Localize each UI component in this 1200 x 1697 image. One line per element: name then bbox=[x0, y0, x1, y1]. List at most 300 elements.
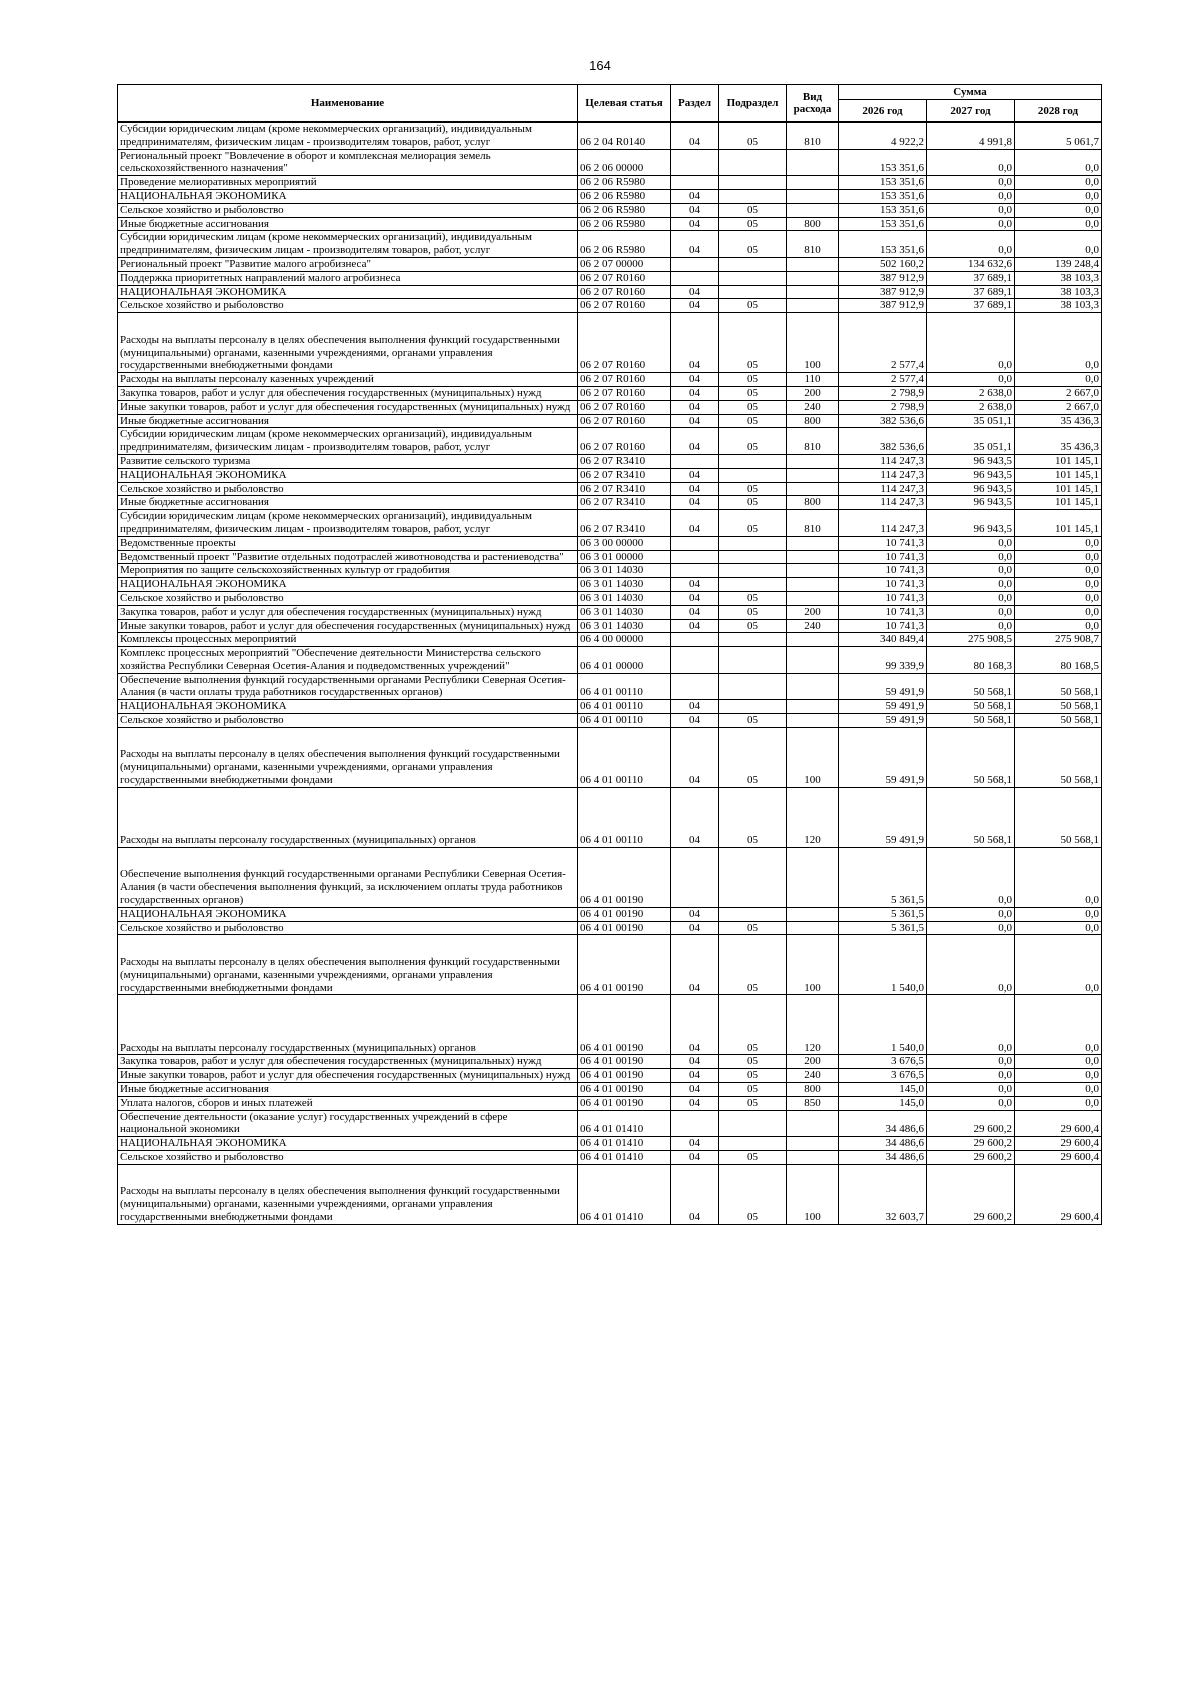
table-row bbox=[118, 257, 1102, 271]
row-expense-type: 110 bbox=[787, 373, 839, 387]
row-subsection bbox=[719, 633, 787, 647]
row-target-article: 06 3 01 00000 bbox=[578, 550, 671, 564]
row-expense-type: 810 bbox=[787, 510, 839, 537]
row-sum-2026: 114 247,3 bbox=[839, 496, 927, 510]
row-name: Субсидии юридическим лицам (кроме некоммерческих организаций), индивидуальным предпринимателям, физическим лицам - производителям товаров, работ, услуг bbox=[118, 510, 578, 537]
row-name: Иные бюджетные ассигнования bbox=[118, 217, 578, 231]
row-target-article: 06 2 06 R5980 bbox=[578, 203, 671, 217]
row-sum-2026: 153 351,6 bbox=[839, 231, 927, 258]
row-sum-2028: 38 103,3 bbox=[1015, 285, 1102, 299]
row-expense-type: 200 bbox=[787, 386, 839, 400]
table-row bbox=[118, 231, 1102, 258]
row-sum-2027: 29 600,2 bbox=[927, 1110, 1015, 1137]
row-sum-2028: 38 103,3 bbox=[1015, 271, 1102, 285]
header-target: Целевая статья bbox=[578, 85, 671, 123]
row-sum-2027: 0,0 bbox=[927, 847, 1015, 907]
row-target-article: 06 2 07 R0160 bbox=[578, 313, 671, 373]
table-row bbox=[118, 285, 1102, 299]
row-section: 04 bbox=[671, 122, 719, 149]
table-row bbox=[118, 907, 1102, 921]
row-section: 04 bbox=[671, 313, 719, 373]
row-sum-2028: 0,0 bbox=[1015, 149, 1102, 176]
row-section bbox=[671, 550, 719, 564]
table-row bbox=[118, 995, 1102, 1055]
row-subsection: 05 bbox=[719, 122, 787, 149]
row-sum-2027: 96 943,5 bbox=[927, 482, 1015, 496]
row-name: Расходы на выплаты персоналу государственных (муниципальных) органов bbox=[118, 995, 578, 1055]
row-name: Сельское хозяйство и рыболовство bbox=[118, 482, 578, 496]
row-sum-2027: 50 568,1 bbox=[927, 787, 1015, 847]
row-subsection bbox=[719, 257, 787, 271]
row-sum-2026: 59 491,9 bbox=[839, 673, 927, 700]
table-row bbox=[118, 536, 1102, 550]
row-subsection: 05 bbox=[719, 727, 787, 787]
row-name: Расходы на выплаты персоналу в целях обеспечения выполнения функций государственными (муниципальными) органами, казенными учреждениями, органами управления государственными внебюджетными фондами bbox=[118, 313, 578, 373]
row-subsection bbox=[719, 564, 787, 578]
row-expense-type: 100 bbox=[787, 1164, 839, 1224]
table-row bbox=[118, 1096, 1102, 1110]
table-row bbox=[118, 428, 1102, 455]
row-sum-2028: 139 248,4 bbox=[1015, 257, 1102, 271]
row-subsection: 05 bbox=[719, 414, 787, 428]
table-row bbox=[118, 578, 1102, 592]
row-sum-2026: 59 491,9 bbox=[839, 714, 927, 728]
row-sum-2026: 340 849,4 bbox=[839, 633, 927, 647]
row-name: Мероприятия по защите сельскохозяйственных культур от градобития bbox=[118, 564, 578, 578]
row-section: 04 bbox=[671, 1151, 719, 1165]
row-section: 04 bbox=[671, 231, 719, 258]
row-subsection bbox=[719, 271, 787, 285]
row-target-article: 06 2 07 R0160 bbox=[578, 400, 671, 414]
row-expense-type bbox=[787, 847, 839, 907]
row-target-article: 06 2 07 R3410 bbox=[578, 454, 671, 468]
row-section: 04 bbox=[671, 189, 719, 203]
row-expense-type: 200 bbox=[787, 605, 839, 619]
row-sum-2028: 2 667,0 bbox=[1015, 400, 1102, 414]
row-sum-2026: 3 676,5 bbox=[839, 1055, 927, 1069]
table-row bbox=[118, 605, 1102, 619]
row-subsection: 05 bbox=[719, 714, 787, 728]
table-row bbox=[118, 1164, 1102, 1224]
row-expense-type bbox=[787, 714, 839, 728]
row-sum-2028: 101 145,1 bbox=[1015, 454, 1102, 468]
table-row bbox=[118, 149, 1102, 176]
row-sum-2026: 153 351,6 bbox=[839, 149, 927, 176]
row-sum-2026: 3 676,5 bbox=[839, 1069, 927, 1083]
row-name: Сельское хозяйство и рыболовство bbox=[118, 1151, 578, 1165]
row-target-article: 06 4 01 00190 bbox=[578, 935, 671, 995]
row-sum-2028: 0,0 bbox=[1015, 935, 1102, 995]
row-expense-type bbox=[787, 907, 839, 921]
row-expense-type bbox=[787, 189, 839, 203]
row-sum-2026: 34 486,6 bbox=[839, 1110, 927, 1137]
row-target-article: 06 2 06 R5980 bbox=[578, 176, 671, 190]
row-sum-2027: 0,0 bbox=[927, 1083, 1015, 1097]
row-sum-2027: 0,0 bbox=[927, 1069, 1015, 1083]
row-target-article: 06 4 01 00110 bbox=[578, 787, 671, 847]
row-subsection: 05 bbox=[719, 400, 787, 414]
row-sum-2027: 4 991,8 bbox=[927, 122, 1015, 149]
row-section: 04 bbox=[671, 1137, 719, 1151]
row-expense-type bbox=[787, 482, 839, 496]
row-subsection bbox=[719, 847, 787, 907]
row-sum-2027: 50 568,1 bbox=[927, 714, 1015, 728]
row-name: Субсидии юридическим лицам (кроме некоммерческих организаций), индивидуальным предпринимателям, физическим лицам - производителям товаров, работ, услуг bbox=[118, 428, 578, 455]
row-name: Сельское хозяйство и рыболовство bbox=[118, 921, 578, 935]
row-sum-2026: 4 922,2 bbox=[839, 122, 927, 149]
row-name: Иные бюджетные ассигнования bbox=[118, 496, 578, 510]
row-section: 04 bbox=[671, 1096, 719, 1110]
row-expense-type bbox=[787, 673, 839, 700]
table-row bbox=[118, 619, 1102, 633]
row-section: 04 bbox=[671, 591, 719, 605]
row-expense-type: 800 bbox=[787, 1083, 839, 1097]
row-sum-2027: 0,0 bbox=[927, 217, 1015, 231]
row-target-article: 06 3 01 14030 bbox=[578, 578, 671, 592]
table-row bbox=[118, 496, 1102, 510]
row-sum-2028: 101 145,1 bbox=[1015, 482, 1102, 496]
row-target-article: 06 2 07 00000 bbox=[578, 257, 671, 271]
row-sum-2026: 145,0 bbox=[839, 1083, 927, 1097]
row-target-article: 06 4 01 01410 bbox=[578, 1110, 671, 1137]
row-name: Иные закупки товаров, работ и услуг для обеспечения государственных (муниципальных) нужд bbox=[118, 1069, 578, 1083]
row-target-article: 06 4 01 00110 bbox=[578, 673, 671, 700]
row-sum-2028: 0,0 bbox=[1015, 605, 1102, 619]
row-section: 04 bbox=[671, 1083, 719, 1097]
page-number: 164 bbox=[589, 58, 611, 73]
row-name: Проведение мелиоративных мероприятий bbox=[118, 176, 578, 190]
row-subsection: 05 bbox=[719, 787, 787, 847]
row-expense-type: 240 bbox=[787, 619, 839, 633]
row-expense-type bbox=[787, 921, 839, 935]
row-sum-2028: 0,0 bbox=[1015, 189, 1102, 203]
table-row bbox=[118, 176, 1102, 190]
row-subsection: 05 bbox=[719, 231, 787, 258]
table-row bbox=[118, 1110, 1102, 1137]
row-target-article: 06 2 07 R0160 bbox=[578, 428, 671, 455]
table-row bbox=[118, 700, 1102, 714]
row-section: 04 bbox=[671, 921, 719, 935]
row-target-article: 06 4 01 00190 bbox=[578, 1069, 671, 1083]
row-subsection: 05 bbox=[719, 1151, 787, 1165]
table-row bbox=[118, 591, 1102, 605]
row-sum-2026: 114 247,3 bbox=[839, 468, 927, 482]
row-sum-2028: 0,0 bbox=[1015, 619, 1102, 633]
row-sum-2026: 5 361,5 bbox=[839, 921, 927, 935]
table-row bbox=[118, 647, 1102, 674]
row-subsection bbox=[719, 176, 787, 190]
row-expense-type: 800 bbox=[787, 414, 839, 428]
row-sum-2027: 0,0 bbox=[927, 373, 1015, 387]
row-name: НАЦИОНАЛЬНАЯ ЭКОНОМИКА bbox=[118, 907, 578, 921]
row-sum-2028: 0,0 bbox=[1015, 591, 1102, 605]
row-target-article: 06 2 06 R5980 bbox=[578, 189, 671, 203]
row-section: 04 bbox=[671, 619, 719, 633]
row-sum-2027: 0,0 bbox=[927, 564, 1015, 578]
table-row bbox=[118, 1083, 1102, 1097]
row-subsection bbox=[719, 647, 787, 674]
row-subsection: 05 bbox=[719, 428, 787, 455]
row-name: Расходы на выплаты персоналу в целях обеспечения выполнения функций государственными (муниципальными) органами, казенными учреждениями, органами управления государственными внебюджетными фондами bbox=[118, 727, 578, 787]
table-row bbox=[118, 189, 1102, 203]
budget-table bbox=[117, 84, 1102, 1225]
row-section: 04 bbox=[671, 1069, 719, 1083]
table-row bbox=[118, 414, 1102, 428]
row-sum-2026: 99 339,9 bbox=[839, 647, 927, 674]
row-expense-type bbox=[787, 176, 839, 190]
row-sum-2028: 0,0 bbox=[1015, 907, 1102, 921]
row-sum-2026: 145,0 bbox=[839, 1096, 927, 1110]
table-row bbox=[118, 564, 1102, 578]
row-section bbox=[671, 647, 719, 674]
row-section: 04 bbox=[671, 496, 719, 510]
row-sum-2026: 382 536,6 bbox=[839, 414, 927, 428]
row-sum-2027: 2 638,0 bbox=[927, 400, 1015, 414]
row-sum-2026: 10 741,3 bbox=[839, 536, 927, 550]
row-name: Комплексы процессных мероприятий bbox=[118, 633, 578, 647]
row-subsection: 05 bbox=[719, 1164, 787, 1224]
row-expense-type: 240 bbox=[787, 400, 839, 414]
row-subsection bbox=[719, 285, 787, 299]
row-subsection bbox=[719, 578, 787, 592]
row-expense-type bbox=[787, 536, 839, 550]
row-subsection: 05 bbox=[719, 1083, 787, 1097]
row-name: Закупка товаров, работ и услуг для обеспечения государственных (муниципальных) нужд bbox=[118, 1055, 578, 1069]
table-row bbox=[118, 1151, 1102, 1165]
table-row bbox=[118, 400, 1102, 414]
row-sum-2028: 0,0 bbox=[1015, 217, 1102, 231]
row-name: Иные бюджетные ассигнования bbox=[118, 414, 578, 428]
table-row bbox=[118, 373, 1102, 387]
row-name: Иные закупки товаров, работ и услуг для обеспечения государственных (муниципальных) нужд bbox=[118, 400, 578, 414]
row-section: 04 bbox=[671, 373, 719, 387]
row-sum-2026: 59 491,9 bbox=[839, 700, 927, 714]
table-row bbox=[118, 313, 1102, 373]
row-sum-2028: 50 568,1 bbox=[1015, 673, 1102, 700]
row-sum-2026: 59 491,9 bbox=[839, 727, 927, 787]
row-sum-2027: 0,0 bbox=[927, 203, 1015, 217]
row-sum-2026: 34 486,6 bbox=[839, 1137, 927, 1151]
row-name: Расходы на выплаты персоналу государственных (муниципальных) органов bbox=[118, 787, 578, 847]
row-sum-2026: 32 603,7 bbox=[839, 1164, 927, 1224]
row-sum-2026: 153 351,6 bbox=[839, 176, 927, 190]
row-expense-type bbox=[787, 271, 839, 285]
row-expense-type bbox=[787, 1110, 839, 1137]
row-subsection bbox=[719, 1110, 787, 1137]
row-target-article: 06 3 01 14030 bbox=[578, 619, 671, 633]
row-sum-2027: 0,0 bbox=[927, 907, 1015, 921]
row-sum-2028: 0,0 bbox=[1015, 1055, 1102, 1069]
row-section: 04 bbox=[671, 217, 719, 231]
row-expense-type bbox=[787, 633, 839, 647]
row-subsection: 05 bbox=[719, 386, 787, 400]
row-section bbox=[671, 847, 719, 907]
row-section: 04 bbox=[671, 605, 719, 619]
row-expense-type: 120 bbox=[787, 787, 839, 847]
row-name: Региональный проект "Развитие малого агробизнеса" bbox=[118, 257, 578, 271]
row-sum-2028: 101 145,1 bbox=[1015, 510, 1102, 537]
row-section: 04 bbox=[671, 386, 719, 400]
row-sum-2026: 114 247,3 bbox=[839, 454, 927, 468]
row-target-article: 06 4 01 00000 bbox=[578, 647, 671, 674]
row-sum-2028: 29 600,4 bbox=[1015, 1137, 1102, 1151]
table-row bbox=[118, 1055, 1102, 1069]
row-name: Субсидии юридическим лицам (кроме некоммерческих организаций), индивидуальным предпринимателям, физическим лицам - производителям товаров, работ, услуг bbox=[118, 231, 578, 258]
row-target-article: 06 2 07 R0160 bbox=[578, 386, 671, 400]
row-expense-type bbox=[787, 647, 839, 674]
row-expense-type: 100 bbox=[787, 313, 839, 373]
row-target-article: 06 2 07 R3410 bbox=[578, 482, 671, 496]
row-section: 04 bbox=[671, 787, 719, 847]
row-section: 04 bbox=[671, 700, 719, 714]
row-sum-2027: 37 689,1 bbox=[927, 299, 1015, 313]
header-sum: Сумма bbox=[839, 85, 1102, 100]
row-subsection bbox=[719, 149, 787, 176]
row-sum-2026: 153 351,6 bbox=[839, 203, 927, 217]
row-name: Закупка товаров, работ и услуг для обеспечения государственных (муниципальных) нужд bbox=[118, 605, 578, 619]
row-target-article: 06 3 01 14030 bbox=[578, 564, 671, 578]
row-section: 04 bbox=[671, 203, 719, 217]
table-header bbox=[118, 85, 1102, 123]
row-sum-2027: 0,0 bbox=[927, 605, 1015, 619]
row-name: Субсидии юридическим лицам (кроме некоммерческих организаций), индивидуальным предпринимателям, физическим лицам - производителям товаров, работ, услуг bbox=[118, 122, 578, 149]
row-sum-2027: 134 632,6 bbox=[927, 257, 1015, 271]
row-sum-2027: 0,0 bbox=[927, 149, 1015, 176]
row-sum-2027: 0,0 bbox=[927, 1055, 1015, 1069]
row-target-article: 06 2 04 R0140 bbox=[578, 122, 671, 149]
row-name: Уплата налогов, сборов и иных платежей bbox=[118, 1096, 578, 1110]
row-subsection bbox=[719, 907, 787, 921]
header-year-2027: 2027 год bbox=[927, 100, 1015, 123]
row-target-article: 06 2 07 R0160 bbox=[578, 271, 671, 285]
row-section bbox=[671, 1110, 719, 1137]
row-expense-type bbox=[787, 591, 839, 605]
row-name: Сельское хозяйство и рыболовство bbox=[118, 299, 578, 313]
table-row bbox=[118, 122, 1102, 149]
row-sum-2026: 387 912,9 bbox=[839, 271, 927, 285]
table-row bbox=[118, 714, 1102, 728]
row-name: Сельское хозяйство и рыболовство bbox=[118, 714, 578, 728]
row-expense-type bbox=[787, 468, 839, 482]
table-row bbox=[118, 217, 1102, 231]
table-row bbox=[118, 727, 1102, 787]
row-section: 04 bbox=[671, 299, 719, 313]
row-sum-2027: 37 689,1 bbox=[927, 271, 1015, 285]
row-name: НАЦИОНАЛЬНАЯ ЭКОНОМИКА bbox=[118, 700, 578, 714]
row-target-article: 06 4 01 00190 bbox=[578, 921, 671, 935]
table-row bbox=[118, 787, 1102, 847]
row-sum-2026: 59 491,9 bbox=[839, 787, 927, 847]
row-sum-2026: 10 741,3 bbox=[839, 619, 927, 633]
row-subsection: 05 bbox=[719, 995, 787, 1055]
table-row bbox=[118, 299, 1102, 313]
row-name: НАЦИОНАЛЬНАЯ ЭКОНОМИКА bbox=[118, 468, 578, 482]
row-sum-2026: 1 540,0 bbox=[839, 935, 927, 995]
row-target-article: 06 4 00 00000 bbox=[578, 633, 671, 647]
row-section: 04 bbox=[671, 400, 719, 414]
row-sum-2028: 0,0 bbox=[1015, 203, 1102, 217]
row-expense-type bbox=[787, 285, 839, 299]
row-target-article: 06 4 01 00110 bbox=[578, 714, 671, 728]
row-subsection: 05 bbox=[719, 299, 787, 313]
table-row bbox=[118, 454, 1102, 468]
row-section: 04 bbox=[671, 468, 719, 482]
row-subsection: 05 bbox=[719, 482, 787, 496]
row-target-article: 06 4 01 00110 bbox=[578, 700, 671, 714]
row-sum-2027: 29 600,2 bbox=[927, 1151, 1015, 1165]
row-expense-type bbox=[787, 257, 839, 271]
row-sum-2028: 29 600,4 bbox=[1015, 1110, 1102, 1137]
row-sum-2026: 34 486,6 bbox=[839, 1151, 927, 1165]
row-sum-2026: 10 741,3 bbox=[839, 591, 927, 605]
row-name: Иные бюджетные ассигнования bbox=[118, 1083, 578, 1097]
row-sum-2028: 101 145,1 bbox=[1015, 468, 1102, 482]
row-name: Поддержка приоритетных направлений малого агробизнеса bbox=[118, 271, 578, 285]
row-sum-2026: 153 351,6 bbox=[839, 217, 927, 231]
row-section bbox=[671, 673, 719, 700]
row-section: 04 bbox=[671, 935, 719, 995]
row-sum-2026: 10 741,3 bbox=[839, 578, 927, 592]
table-row bbox=[118, 633, 1102, 647]
table-row bbox=[118, 510, 1102, 537]
row-target-article: 06 2 07 R3410 bbox=[578, 496, 671, 510]
row-sum-2027: 0,0 bbox=[927, 536, 1015, 550]
row-section: 04 bbox=[671, 727, 719, 787]
row-sum-2028: 275 908,7 bbox=[1015, 633, 1102, 647]
row-section bbox=[671, 271, 719, 285]
row-section: 04 bbox=[671, 414, 719, 428]
row-sum-2028: 35 436,3 bbox=[1015, 428, 1102, 455]
row-target-article: 06 4 01 00190 bbox=[578, 1055, 671, 1069]
row-section: 04 bbox=[671, 482, 719, 496]
row-section bbox=[671, 149, 719, 176]
row-subsection: 05 bbox=[719, 619, 787, 633]
row-section bbox=[671, 454, 719, 468]
row-sum-2028: 0,0 bbox=[1015, 921, 1102, 935]
row-name: Сельское хозяйство и рыболовство bbox=[118, 591, 578, 605]
row-sum-2027: 35 051,1 bbox=[927, 414, 1015, 428]
row-sum-2028: 0,0 bbox=[1015, 1083, 1102, 1097]
row-name: Расходы на выплаты персоналу в целях обеспечения выполнения функций государственными (муниципальными) органами, казенными учреждениями, органами управления государственными внебюджетными фондами bbox=[118, 1164, 578, 1224]
row-section: 04 bbox=[671, 578, 719, 592]
row-name: Ведомственный проект "Развитие отдельных подотраслей животноводства и растениеводства" bbox=[118, 550, 578, 564]
row-sum-2026: 502 160,2 bbox=[839, 257, 927, 271]
row-sum-2027: 96 943,5 bbox=[927, 510, 1015, 537]
table-row bbox=[118, 935, 1102, 995]
row-subsection: 05 bbox=[719, 1069, 787, 1083]
row-section bbox=[671, 536, 719, 550]
row-expense-type: 810 bbox=[787, 231, 839, 258]
row-section: 04 bbox=[671, 1055, 719, 1069]
row-sum-2027: 35 051,1 bbox=[927, 428, 1015, 455]
row-sum-2028: 80 168,5 bbox=[1015, 647, 1102, 674]
row-subsection: 05 bbox=[719, 496, 787, 510]
row-target-article: 06 2 07 R0160 bbox=[578, 373, 671, 387]
row-name: Региональный проект "Вовлечение в оборот и комплексная мелиорация земель сельскохозяйственного назначения" bbox=[118, 149, 578, 176]
row-sum-2026: 5 361,5 bbox=[839, 907, 927, 921]
row-name: Обеспечение деятельности (оказание услуг) государственных учреждений в сфере национальной экономики bbox=[118, 1110, 578, 1137]
row-name: Иные закупки товаров, работ и услуг для обеспечения государственных (муниципальных) нужд bbox=[118, 619, 578, 633]
row-subsection: 05 bbox=[719, 605, 787, 619]
row-subsection bbox=[719, 1137, 787, 1151]
row-sum-2028: 29 600,4 bbox=[1015, 1151, 1102, 1165]
row-sum-2027: 0,0 bbox=[927, 619, 1015, 633]
row-name: НАЦИОНАЛЬНАЯ ЭКОНОМИКА bbox=[118, 1137, 578, 1151]
row-sum-2027: 2 638,0 bbox=[927, 386, 1015, 400]
header-name: Наименование bbox=[118, 85, 578, 123]
row-target-article: 06 4 01 01410 bbox=[578, 1137, 671, 1151]
row-sum-2028: 0,0 bbox=[1015, 313, 1102, 373]
